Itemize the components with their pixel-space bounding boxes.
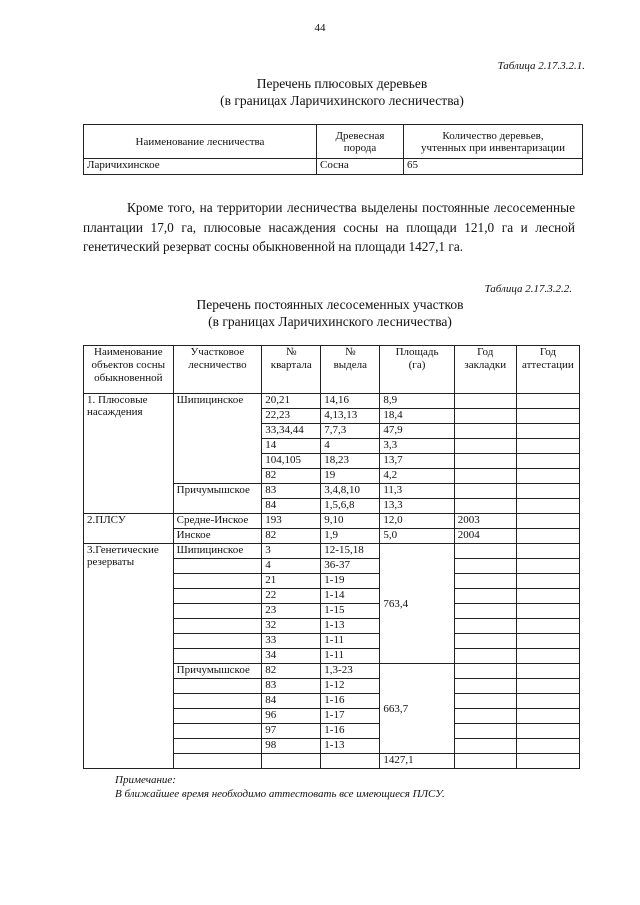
cell-year-certified <box>516 724 579 739</box>
cell-quarter: 22 <box>262 589 321 604</box>
header-count-line2: учтенных при инвентаризации <box>421 141 565 154</box>
cell-year-certified <box>516 739 579 754</box>
cell-forestry <box>173 739 262 754</box>
header-year-certified-line1: Год <box>539 346 556 358</box>
cell-section <box>321 754 380 769</box>
header-object-line2: объектов сосны <box>91 359 166 371</box>
object-line: 2.ПЛСУ <box>87 514 126 526</box>
header-forestry <box>173 346 262 394</box>
cell-section: 14,16 <box>321 394 380 409</box>
cell-quarter: 83 <box>262 484 321 499</box>
cell-area: 3,3 <box>380 439 454 454</box>
cell-object <box>84 394 174 514</box>
header-quarter-line1: № <box>286 346 297 358</box>
table1-label: Таблица 2.17.3.2.1. <box>497 60 585 72</box>
cell-year-certified <box>516 649 579 664</box>
table1-title-line2: (в границах Ларичихинского лесничества) <box>220 93 464 108</box>
cell-area: 4,2 <box>380 469 454 484</box>
body-paragraph: Кроме того, на территории лесничества выделены постоянные лесосеменные плантации 17,0 га, плюсовые насаждения сосны на площади 121,0 га и лесной генетический резерват сосны обыкновенной на площади 1427,1 га. <box>83 200 575 254</box>
cell-quarter: 22,23 <box>262 409 321 424</box>
table-row <box>84 394 580 409</box>
cell-species: Сосна <box>317 159 404 175</box>
cell-quarter <box>262 754 321 769</box>
header-forestry: Наименование лесничества <box>84 125 317 159</box>
cell-section: 1-14 <box>321 589 380 604</box>
cell-forestry <box>173 649 262 664</box>
cell-year-certified <box>516 529 579 544</box>
header-count-line1: Количество деревьев, <box>442 129 544 142</box>
cell-section: 36-37 <box>321 559 380 574</box>
cell-year-certified <box>516 454 579 469</box>
cell-section: 1-11 <box>321 634 380 649</box>
cell-year-certified <box>516 484 579 499</box>
cell-area-merged: 763,4 <box>380 544 454 664</box>
cell-quarter: 82 <box>262 529 321 544</box>
cell-quarter: 84 <box>262 694 321 709</box>
header-year-certified <box>516 346 579 394</box>
table1-title <box>80 75 604 109</box>
cell-section: 1-16 <box>321 694 380 709</box>
cell-quarter: 23 <box>262 604 321 619</box>
cell-year-certified <box>516 559 579 574</box>
cell-quarter: 82 <box>262 664 321 679</box>
cell-forestry <box>173 754 262 769</box>
cell-forestry: Инское <box>173 529 262 544</box>
table2-title <box>80 296 580 330</box>
cell-quarter: 83 <box>262 679 321 694</box>
cell-area: 18,4 <box>380 409 454 424</box>
object-line: насаждения <box>87 406 143 418</box>
table2-title-line1: Перечень постоянных лесосеменных участков <box>196 297 464 312</box>
cell-year-certified <box>516 409 579 424</box>
cell-year-founded <box>454 409 516 424</box>
cell-section: 1-12 <box>321 679 380 694</box>
cell-section: 1-16 <box>321 724 380 739</box>
header-species <box>317 125 404 159</box>
cell-forestry: Средне-Инское <box>173 514 262 529</box>
seed-plots-table <box>83 345 580 769</box>
table-row <box>84 514 580 529</box>
cell-year-founded <box>454 739 516 754</box>
table-row <box>84 159 583 175</box>
header-year-founded <box>454 346 516 394</box>
cell-area: 8,9 <box>380 394 454 409</box>
cell-year-founded <box>454 559 516 574</box>
cell-count: 65 <box>404 159 583 175</box>
header-year-certified-line2: аттестации <box>522 359 574 371</box>
cell-section: 1-19 <box>321 574 380 589</box>
cell-quarter: 98 <box>262 739 321 754</box>
cell-forestry <box>173 559 262 574</box>
cell-quarter: 14 <box>262 439 321 454</box>
cell-quarter: 84 <box>262 499 321 514</box>
cell-year-founded <box>454 454 516 469</box>
cell-year-founded <box>454 484 516 499</box>
cell-year-certified <box>516 574 579 589</box>
cell-year-founded <box>454 679 516 694</box>
cell-quarter: 82 <box>262 469 321 484</box>
header-section <box>321 346 380 394</box>
note <box>115 773 575 801</box>
header-year-founded-line1: Год <box>477 346 494 358</box>
cell-quarter: 21 <box>262 574 321 589</box>
cell-forestry <box>173 589 262 604</box>
header-year-founded-line2: закладки <box>464 359 507 371</box>
cell-quarter: 96 <box>262 709 321 724</box>
cell-forestry: Причумышское <box>173 484 262 514</box>
header-area-line1: Площадь <box>395 346 439 358</box>
cell-section: 19 <box>321 469 380 484</box>
cell-year-founded <box>454 499 516 514</box>
cell-quarter: 33 <box>262 634 321 649</box>
cell-section: 1-13 <box>321 619 380 634</box>
cell-year-founded <box>454 694 516 709</box>
cell-year-certified <box>516 469 579 484</box>
table-row <box>84 544 580 559</box>
cell-year-certified <box>516 664 579 679</box>
cell-section: 7,7,3 <box>321 424 380 439</box>
cell-section: 1-13 <box>321 739 380 754</box>
cell-year-certified <box>516 394 579 409</box>
cell-section: 1-17 <box>321 709 380 724</box>
cell-year-founded <box>454 589 516 604</box>
cell-forestry <box>173 634 262 649</box>
cell-year-certified <box>516 604 579 619</box>
cell-quarter: 34 <box>262 649 321 664</box>
cell-section: 1-15 <box>321 604 380 619</box>
cell-year-founded <box>454 439 516 454</box>
cell-year-founded <box>454 619 516 634</box>
header-area-line2: (га) <box>408 359 426 371</box>
header-quarter-line2: квартала <box>270 359 312 371</box>
cell-forestry: Шипицинское <box>173 394 262 484</box>
table1-title-line1: Перечень плюсовых деревьев <box>256 76 428 91</box>
header-species-line1: Древесная <box>335 129 385 142</box>
cell-year-founded <box>454 544 516 559</box>
cell-quarter: 193 <box>262 514 321 529</box>
cell-year-founded: 2004 <box>454 529 516 544</box>
cell-year-certified <box>516 589 579 604</box>
cell-section: 4 <box>321 439 380 454</box>
header-forestry-line2: лесничество <box>188 359 247 371</box>
cell-area: 12,0 <box>380 514 454 529</box>
header-species-line2: порода <box>343 141 377 154</box>
cell-quarter: 32 <box>262 619 321 634</box>
table2-label: Таблица 2.17.3.2.2. <box>484 283 572 295</box>
cell-quarter: 20,21 <box>262 394 321 409</box>
cell-year-founded: 2003 <box>454 514 516 529</box>
header-object <box>84 346 174 394</box>
cell-section: 9,10 <box>321 514 380 529</box>
cell-year-founded <box>454 604 516 619</box>
cell-section: 12-15,18 <box>321 544 380 559</box>
cell-forestry: Причумышское <box>173 664 262 679</box>
cell-area-merged: 663,7 <box>380 664 454 754</box>
cell-forestry <box>173 724 262 739</box>
cell-forestry <box>173 709 262 724</box>
cell-forestry <box>173 694 262 709</box>
object-line: резерваты <box>87 556 135 568</box>
cell-year-certified <box>516 499 579 514</box>
header-tree-count <box>404 125 583 159</box>
table-header-row <box>84 346 580 394</box>
cell-forestry <box>173 619 262 634</box>
cell-year-certified <box>516 439 579 454</box>
cell-object <box>84 544 174 769</box>
cell-year-certified <box>516 424 579 439</box>
cell-year-founded <box>454 724 516 739</box>
cell-year-founded <box>454 634 516 649</box>
cell-year-founded <box>454 709 516 724</box>
cell-year-founded <box>454 394 516 409</box>
cell-section: 18,23 <box>321 454 380 469</box>
cell-year-certified <box>516 514 579 529</box>
cell-year-certified <box>516 694 579 709</box>
cell-forestry: Ларичихинское <box>84 159 317 175</box>
object-line: 3.Генетические <box>87 544 159 556</box>
cell-object <box>84 514 174 544</box>
header-area <box>380 346 454 394</box>
cell-year-founded <box>454 649 516 664</box>
cell-section: 4,13,13 <box>321 409 380 424</box>
cell-section: 1,3-23 <box>321 664 380 679</box>
table-header-row <box>84 125 583 159</box>
cell-forestry <box>173 679 262 694</box>
cell-quarter: 33,34,44 <box>262 424 321 439</box>
cell-area: 13,7 <box>380 454 454 469</box>
header-section-line1: № <box>345 346 356 358</box>
page-number: 44 <box>314 22 326 34</box>
cell-year-certified <box>516 544 579 559</box>
cell-year-certified <box>516 709 579 724</box>
cell-year-certified <box>516 679 579 694</box>
cell-forestry <box>173 604 262 619</box>
cell-year-founded <box>454 754 516 769</box>
cell-quarter: 97 <box>262 724 321 739</box>
header-quarter <box>262 346 321 394</box>
cell-forestry: Шипицинское <box>173 544 262 559</box>
cell-year-certified <box>516 634 579 649</box>
cell-year-founded <box>454 469 516 484</box>
cell-year-founded <box>454 664 516 679</box>
cell-area: 5,0 <box>380 529 454 544</box>
header-section-line2: выдела <box>333 359 368 371</box>
table2-title-line2: (в границах Ларичихинского лесничества) <box>208 314 452 329</box>
note-label: Примечание: <box>115 774 176 786</box>
header-object-line3: обыкновенной <box>94 372 163 384</box>
cell-quarter: 104,105 <box>262 454 321 469</box>
cell-area-total: 1427,1 <box>380 754 454 769</box>
header-forestry-line1: Участковое <box>190 346 245 358</box>
note-text: В ближайшее время необходимо аттестовать все имеющиеся ПЛСУ. <box>115 788 445 800</box>
object-line: 1. Плюсовые <box>87 394 148 406</box>
plus-trees-table <box>83 124 583 175</box>
cell-year-founded <box>454 574 516 589</box>
cell-forestry <box>173 574 262 589</box>
cell-section: 1-11 <box>321 649 380 664</box>
header-object-line1: Наименование <box>94 346 163 358</box>
cell-year-founded <box>454 424 516 439</box>
cell-year-certified <box>516 754 579 769</box>
cell-area: 47,9 <box>380 424 454 439</box>
cell-quarter: 4 <box>262 559 321 574</box>
cell-section: 3,4,8,10 <box>321 484 380 499</box>
cell-section: 1,9 <box>321 529 380 544</box>
cell-area: 13,3 <box>380 499 454 514</box>
cell-area: 11,3 <box>380 484 454 499</box>
cell-year-certified <box>516 619 579 634</box>
cell-section: 1,5,6,8 <box>321 499 380 514</box>
cell-quarter: 3 <box>262 544 321 559</box>
